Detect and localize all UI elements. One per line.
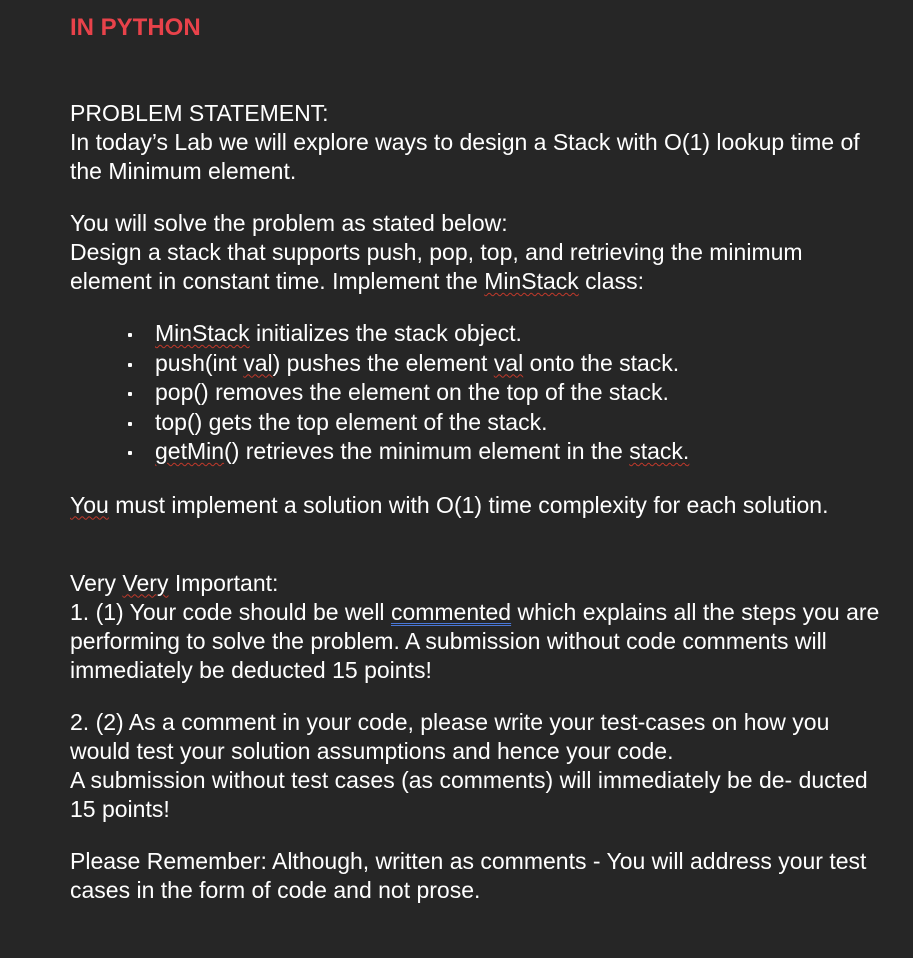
requirement-flag: You: [70, 491, 109, 518]
bullet-text: pop() removes the element on the top of the stack.: [155, 379, 669, 405]
item1-flag: commented: [390, 598, 512, 625]
important-item-2-penalty: A submission without test cases (as comments) will immediately be de- ducted 15 points!: [70, 766, 868, 822]
bullet-text: () retrieves the minimum element in the: [224, 438, 630, 464]
requirement-text: [70, 491, 880, 520]
bullet-flag: val: [243, 349, 273, 376]
remember-text: Please Remember: Although, written as comments - You will address your test cases in the form of code and not prose.: [70, 847, 867, 903]
bullet-text: onto the stack.: [523, 349, 680, 376]
task-text-end: class:: [578, 268, 644, 294]
list-item: [125, 408, 880, 438]
bullet-flag: MinStack: [155, 320, 250, 346]
problem-intro: In today’s Lab we will explore ways to design a Stack with O(1) lookup time of the Minimum element.: [70, 129, 860, 184]
item1-post: which explains all the steps you are performing to solve the problem. A submission without code comments will immediately be deducted 15 points!: [70, 598, 880, 683]
important-post: Important:: [168, 569, 279, 596]
list-item: [125, 437, 880, 467]
task-line-2: [70, 238, 880, 296]
important-item-1: [70, 598, 880, 685]
bullet-flag: getMin: [155, 438, 225, 464]
list-item: [125, 349, 880, 379]
problem-heading: PROBLEM STATEMENT:: [70, 100, 329, 126]
bullet-text: initializes the stack object.: [249, 320, 522, 346]
bullet-flag: stack.: [629, 438, 690, 464]
list-item: [125, 319, 880, 349]
document-body: [70, 99, 880, 905]
bullet-flag: val: [493, 349, 524, 376]
task-line-1: You will solve the problem as stated below:: [70, 210, 508, 236]
item1-pre: 1. (1) Your code should be well: [70, 598, 391, 625]
requirement-rest: must implement a solution with O(1) time complexity for each solution.: [108, 491, 829, 518]
bullet-text: top() gets the top element of the stack.: [155, 408, 548, 435]
page-title: IN PYTHON: [70, 14, 201, 41]
bullet-text: push(int: [155, 349, 244, 376]
important-item-2: 2. (2) As a comment in your code, please write your test-cases on how you would test your solution assumptions and hence your code.: [70, 708, 830, 764]
list-item: [125, 378, 880, 408]
important-heading: [70, 569, 880, 598]
bullet-text: ) pushes the element: [272, 349, 494, 376]
task-text: Design a stack that supports push, pop, top, and retrieving the minimum element in constant time. Implement the: [70, 239, 803, 294]
important-pre: Very: [70, 569, 123, 596]
important-flag: Very: [122, 569, 169, 596]
class-name: MinStack: [484, 268, 579, 294]
method-list: [70, 319, 880, 467]
